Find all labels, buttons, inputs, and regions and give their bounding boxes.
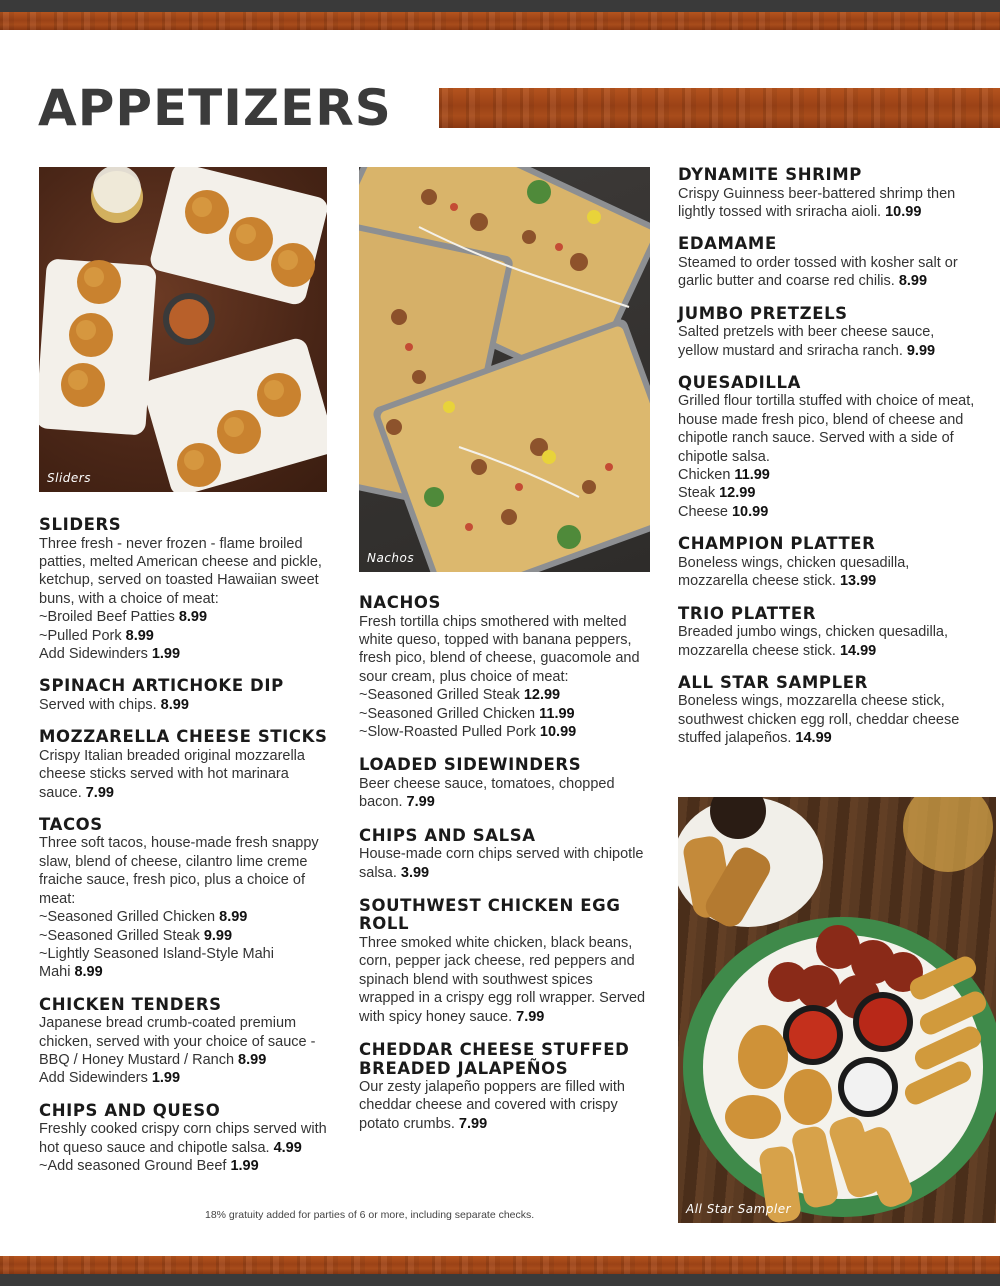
item-option: ~Slow-Roasted Pulled Pork 10.99 — [359, 723, 577, 740]
sliders-illustration — [39, 167, 327, 492]
sliders-caption: Sliders — [47, 471, 91, 485]
menu-item-champion-platter — [678, 535, 978, 590]
item-option: Cheese 10.99 — [678, 503, 769, 520]
top-border-dark — [0, 0, 1000, 12]
item-name: CHEDDAR CHEESE STUFFED BREADED JALAPEÑOS — [359, 1040, 630, 1078]
menu-item-loaded-sidewinders — [359, 756, 649, 811]
item-description: House-made corn chips served with chipotle salsa. 3.99 — [359, 846, 644, 881]
page-title: APPETIZERS — [38, 79, 392, 137]
item-name: DYNAMITE SHRIMP — [678, 165, 862, 184]
item-name: TRIO PLATTER — [678, 603, 817, 623]
menu-item-stuffed-jalapenos — [359, 1041, 649, 1133]
item-description: Crispy Guinness beer-battered shrimp then lightly tossed with sriracha aioli. 10.99 — [678, 185, 956, 220]
menu-column-1 — [39, 516, 329, 1190]
item-name: CHIPS AND SALSA — [359, 825, 536, 845]
sliders-photo — [39, 167, 327, 492]
item-price: 10.99 — [885, 203, 922, 220]
item-description: Boneless wings, chicken quesadilla, mozzarella cheese stick. 13.99 — [678, 554, 910, 590]
item-description: Three smoked white chicken, black beans, corn, pepper jack cheese, red peppers and spinach blend with southwest spices wrapped in a crispy egg roll wrapper. Served with spicy honey sauce. 7.99 — [359, 934, 646, 1025]
sampler-caption: All Star Sampler — [686, 1202, 792, 1216]
item-description: Salted pretzels with beer cheese sauce, yellow mustard and sriracha ranch. 9.99 — [678, 324, 936, 359]
item-description: Steamed to order tossed with kosher salt or garlic butter and coarse red chilis. 8.99 — [678, 254, 958, 290]
item-description: Our zesty jalapeño poppers are filled with cheddar cheese and covered with crispy potato crumbs. 7.99 — [359, 1079, 625, 1132]
item-price: 4.99 — [273, 1139, 302, 1156]
menu-item-trio-platter — [678, 605, 978, 660]
item-price: 1.99 — [230, 1158, 259, 1175]
item-price: 1.99 — [151, 1070, 181, 1087]
item-description: Grilled flour tortilla stuffed with choice of meat, house made fresh pico, blend of cheese and chipotle ranch sauce. Served with a side of chipotle salsa. — [678, 393, 975, 465]
item-option: Steak 12.99 — [678, 485, 756, 502]
item-description: Freshly cooked crispy corn chips served with hot queso sauce and chipotle salsa. 4.99 — [39, 1121, 327, 1156]
item-price: 8.99 — [160, 696, 189, 713]
menu-item-all-star-sampler — [678, 674, 978, 748]
item-name: SLIDERS — [39, 515, 122, 534]
item-price: 10.99 — [539, 723, 577, 740]
menu-column-2 — [359, 594, 649, 1148]
item-option: Add Sidewinders 1.99 — [39, 645, 181, 662]
bottom-border-dark — [0, 1274, 1000, 1286]
item-price: 12.99 — [719, 485, 756, 502]
item-price: 12.99 — [523, 687, 561, 704]
item-price: 8.99 — [125, 627, 154, 644]
item-name: SPINACH ARTICHOKE DIP — [39, 676, 284, 696]
item-name: EDAMAME — [678, 234, 777, 254]
item-name: CHAMPION PLATTER — [678, 534, 876, 554]
title-wood-bar — [439, 88, 1000, 128]
item-price: 7.99 — [458, 1115, 488, 1132]
menu-item-spinach-artichoke-dip — [39, 677, 329, 714]
item-option: Add Sidewinders 1.99 — [39, 1070, 181, 1087]
item-description: Three fresh - never frozen - flame broiled patties, melted American cheese and pickle, ketchup, served on toasted Hawaiian sweet buns, with a choice of meat: — [39, 535, 322, 607]
menu-item-nachos — [359, 594, 649, 741]
item-name: LOADED SIDEWINDERS — [359, 755, 582, 775]
item-price: 14.99 — [795, 730, 832, 747]
bottom-border-wood — [0, 1256, 1000, 1274]
item-description: Fresh tortilla chips smothered with melted white queso, topped with banana peppers, fresh pico, blend of cheese, guacomole and sour cream, plus choice of meat: — [359, 613, 640, 685]
item-price: 9.99 — [906, 342, 936, 359]
item-option: ~Lightly Seasoned Island-Style Mahi Mahi 8.99 — [39, 945, 274, 981]
menu-item-chips-and-queso — [39, 1102, 329, 1176]
menu-item-chips-and-salsa — [359, 827, 649, 882]
item-price: 8.99 — [219, 909, 248, 926]
item-option: ~Seasoned Grilled Steak 9.99 — [39, 927, 233, 944]
menu-item-quesadilla — [678, 374, 978, 521]
item-name: ALL STAR SAMPLER — [678, 672, 868, 692]
menu-item-southwest-egg-roll — [359, 897, 649, 1026]
item-price: 11.99 — [734, 467, 770, 484]
menu-item-edamame — [678, 235, 978, 290]
item-price: 11.99 — [539, 705, 575, 722]
item-name: CHICKEN TENDERS — [39, 994, 222, 1014]
menu-item-mozzarella-sticks — [39, 728, 329, 802]
item-price: 14.99 — [839, 642, 877, 659]
item-name: SOUTHWEST CHICKEN EGG ROLL — [359, 895, 621, 934]
menu-item-tacos — [39, 816, 329, 982]
item-price: 9.99 — [203, 927, 233, 944]
item-price: 8.99 — [178, 609, 208, 626]
item-description: Boneless wings, mozzarella cheese stick, southwest chicken egg roll, cheddar cheese stuffed jalapeños. 14.99 — [678, 693, 960, 747]
nachos-caption: Nachos — [367, 551, 415, 565]
item-name: MOZZARELLA CHEESE STICKS — [39, 727, 328, 747]
gratuity-footnote: 18% gratuity added for parties of 6 or more, including separate checks. — [205, 1209, 535, 1221]
menu-column-3 — [678, 166, 978, 762]
item-option: ~Pulled Pork 8.99 — [39, 627, 154, 644]
menu-item-chicken-tenders — [39, 996, 329, 1088]
sampler-illustration — [678, 797, 996, 1223]
sampler-photo — [678, 797, 996, 1223]
top-border-wood — [0, 12, 1000, 30]
item-price: 13.99 — [839, 573, 877, 590]
item-name: NACHOS — [359, 593, 442, 612]
item-price: 8.99 — [898, 273, 928, 290]
item-price: 7.99 — [516, 1008, 545, 1025]
item-description: Three soft tacos, house-made fresh snappy slaw, blend of cheese, cilantro lime creme fraiche sauce, fresh pico, plus a choice of meat: — [39, 835, 319, 907]
item-description: Breaded jumbo wings, chicken quesadilla, mozzarella cheese stick. 14.99 — [678, 624, 949, 659]
item-name: CHIPS AND QUESO — [39, 1100, 221, 1120]
item-name: JUMBO PRETZELS — [678, 303, 848, 323]
item-price: 3.99 — [400, 864, 430, 881]
item-price: 8.99 — [74, 964, 103, 981]
menu-item-sliders — [39, 516, 329, 663]
item-description: Served with chips. 8.99 — [39, 696, 189, 713]
item-option: ~Seasoned Grilled Steak 12.99 — [359, 687, 561, 704]
nachos-illustration — [359, 167, 650, 572]
item-price: 1.99 — [151, 645, 181, 662]
item-name: QUESADILLA — [678, 372, 801, 392]
item-price: 10.99 — [731, 503, 769, 520]
item-price: 7.99 — [406, 794, 435, 811]
item-name: TACOS — [39, 814, 103, 834]
menu-item-jumbo-pretzels — [678, 305, 978, 360]
item-option: ~Seasoned Grilled Chicken 8.99 — [39, 909, 248, 926]
item-option: ~Seasoned Grilled Chicken 11.99 — [359, 705, 575, 722]
item-description: Japanese bread crumb-coated premium chicken, served with your choice of sauce - BBQ / Honey Mustard / Ranch 8.99 — [39, 1015, 316, 1069]
menu-item-dynamite-shrimp — [678, 166, 978, 221]
item-option: ~Add seasoned Ground Beef 1.99 — [39, 1158, 259, 1175]
item-price: 7.99 — [85, 784, 114, 801]
item-price: 8.99 — [238, 1052, 267, 1069]
item-option: ~Broiled Beef Patties 8.99 — [39, 609, 208, 626]
item-description: Beer cheese sauce, tomatoes, chopped bacon. 7.99 — [359, 775, 615, 811]
nachos-photo — [359, 167, 650, 572]
item-description: Crispy Italian breaded original mozzarella cheese sticks served with hot marinara sauce. 7.99 — [39, 747, 305, 801]
item-option: Chicken 11.99 — [678, 467, 770, 484]
